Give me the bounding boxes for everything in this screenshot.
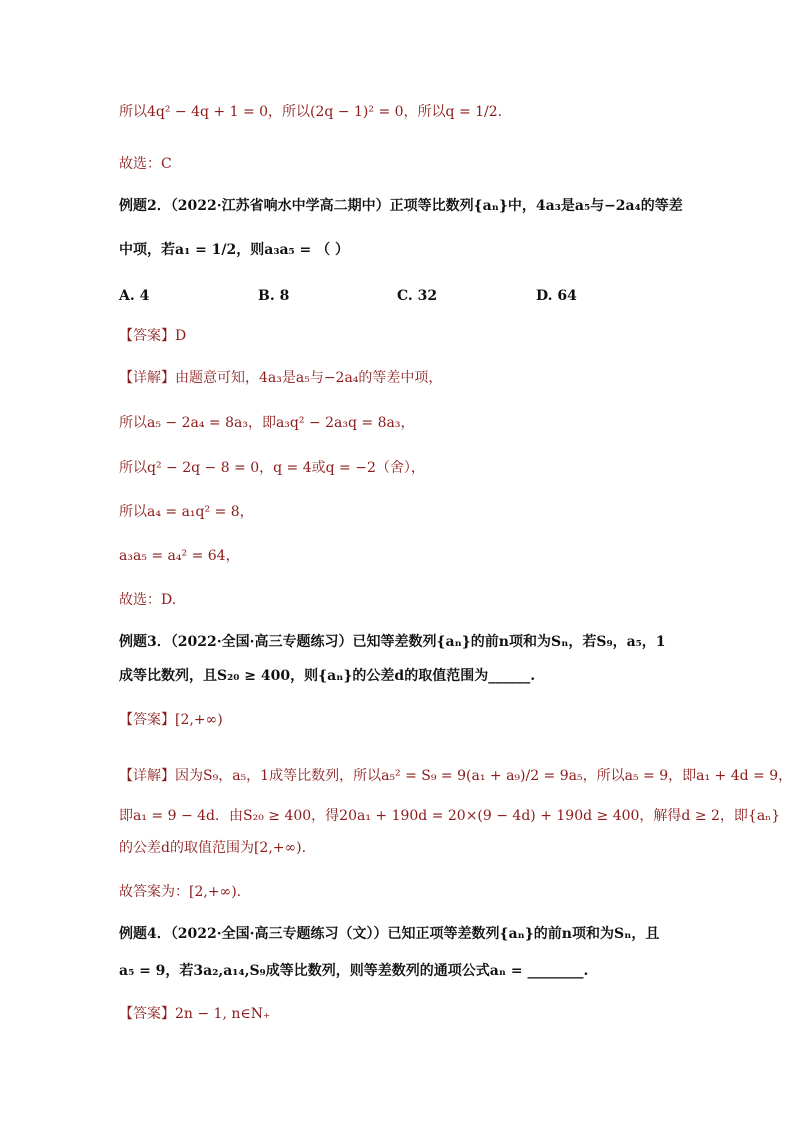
detail-text: 由题意可知，4a₃是a₅与−2a₄的等差中项， — [175, 370, 443, 386]
example-4-stem-line-2: a₅ = 9，若3a₂,a₁₄,S₉成等比数列，则等差数列的通项公式aₙ = ________. — [119, 963, 589, 979]
example-3-detail-1 — [119, 766, 793, 786]
answer-tag: 【答案】 — [119, 1006, 175, 1022]
answer-value: D — [175, 328, 187, 344]
example-4-answer — [119, 1004, 734, 1024]
option-a: A. 4 — [119, 288, 150, 304]
example-2-stem-line-1: 例题2．（2022·江苏省响水中学高二期中）正项等比数列{aₙ}中，4a₃是a₅与−2a₄的等差 — [119, 198, 683, 214]
example-3-stem-line-1: 例题3．（2022·全国·高三专题练习）已知等差数列{aₙ}的前n项和为Sₙ，若S₉，a₅，1 — [119, 634, 666, 650]
option-b: B. 8 — [258, 288, 290, 304]
example-4-stem-line-1: 例题4．（2022·全国·高三专题练习（文））已知正项等差数列{aₙ}的前n项和为Sₙ，且 — [119, 926, 660, 942]
example-2-detail-3: 所以q² − 2q − 8 = 0，q = 4或q = −2（舍）， — [119, 460, 425, 476]
example-2-detail-2: 所以a₅ − 2a₄ = 8a₃，即a₃q² − 2a₃q = 8a₃， — [119, 415, 415, 431]
example-3-detail-3: 的公差d的取值范围为[2,+∞). — [119, 840, 307, 856]
answer-value: 2n − 1, n∈N₊ — [175, 1006, 271, 1022]
example-2-detail-5: a₃a₅ = a₄² = 64， — [119, 548, 240, 564]
example-3-conclusion: 故答案为：[2,+∞). — [119, 884, 242, 900]
option-d: D. 64 — [536, 288, 577, 304]
option-c: C. 32 — [397, 288, 438, 304]
example-2-answer — [119, 326, 734, 346]
solution-line-q-equation: 所以4q² − 4q + 1 = 0，所以(2q − 1)² = 0，所以q = 1/2. — [119, 104, 503, 120]
detail-tag: 【详解】 — [119, 768, 175, 784]
answer-tag: 【答案】 — [119, 328, 175, 344]
example-3-answer — [119, 710, 734, 730]
detail-text: 因为S₉，a₅，1成等比数列，所以a₅² = S₉ = 9(a₁ + a₉)/2 = 9a₅，所以a₅ = 9，即a₁ + 4d = 9， — [175, 768, 793, 784]
example-2-conclusion: 故选：D. — [119, 592, 177, 608]
example-2-detail-4: 所以a₄ = a₁q² = 8， — [119, 504, 254, 520]
example-2-stem-line-2: 中项，若a₁ = 1/2，则a₃a₅ = （ ） — [119, 242, 350, 258]
choice-line-c: 故选：C — [119, 156, 172, 172]
example-3-stem-line-2: 成等比数列，且S₂₀ ≥ 400，则{aₙ}的公差d的取值范围为______. — [119, 668, 536, 684]
detail-tag: 【详解】 — [119, 370, 175, 386]
example-3-detail-2: 即a₁ = 9 − 4d．由S₂₀ ≥ 400，得20a₁ + 190d = 20×(9 − 4d) + 190d ≥ 400，解得d ≥ 2，即{aₙ} — [119, 808, 781, 824]
example-2-detail-1 — [119, 368, 734, 388]
answer-value: [2,+∞) — [175, 712, 223, 728]
answer-tag: 【答案】 — [119, 712, 175, 728]
example-2-options — [119, 286, 734, 306]
